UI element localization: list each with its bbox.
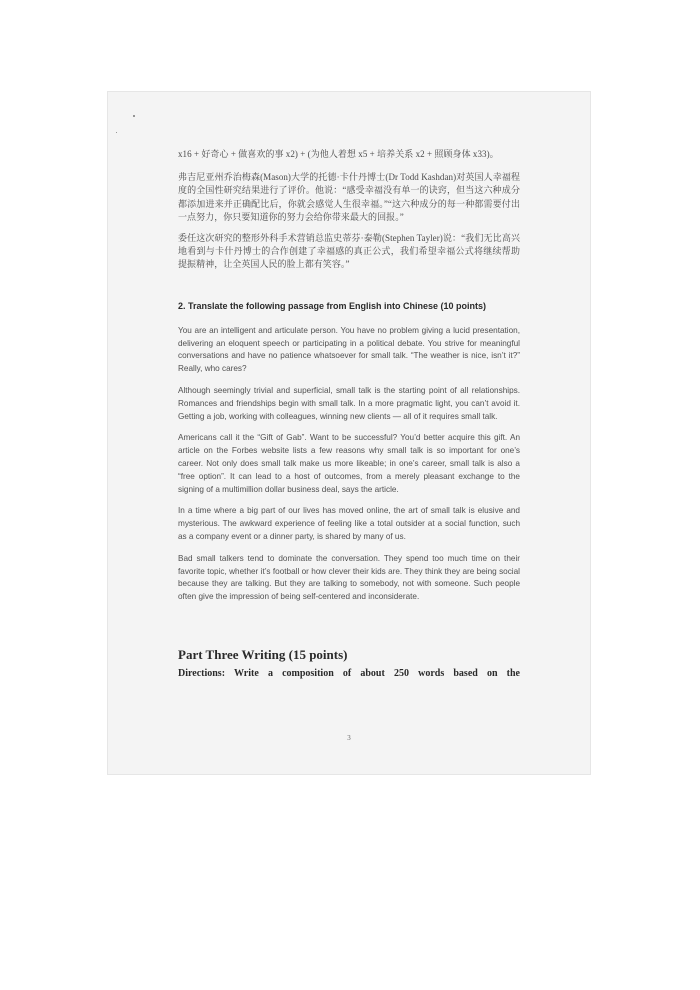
page-content bbox=[178, 148, 520, 680]
cn-paragraph-3: 委任这次研究的整形外科手术营销总监史蒂芬·泰勒(Stephen Tayler)说：“我们无比高兴地看到与卡什丹博士的合作创建了幸福感的真正公式，我们希望幸福公式将继续帮助提振精神，让全英国人民的脸上都有笑容。” bbox=[178, 233, 520, 270]
en-paragraph-4: In a time where a big part of our lives has moved online, the art of small talk is elusive and mysterious. The awkward experience of feeling like a total outsider at a social function, such as a company event or a dinner party, is shared by many of us. bbox=[178, 506, 520, 541]
cn-paragraph-2: 弗吉尼亚州乔治梅森(Mason)大学的托德·卡什丹博士(Dr Todd Kashdan)对英国人幸福程度的全国性研究结果进行了评价。他说：“感受幸福没有单一的诀窍，但当这六种成分都添加进来并正确配比后，你就会感觉人生很幸福。”“这六种成分的每一种都需要付出一点努力，你只要知道你的努力会给你带来最大的回报。” bbox=[178, 172, 520, 222]
en-paragraph-1: You are an intelligent and articulate person. You have no problem giving a lucid presentation, delivering an eloquent speech or participating in a political debate. You strive for meaningful conversations and have no patience whatsoever for small talk. “The weather is nice, isn’t it?” Really, who cares? bbox=[178, 325, 520, 374]
part-three-heading: Part Three Writing (15 points) bbox=[178, 646, 348, 662]
section-2-heading: 2. Translate the following passage from English into Chinese (10 points) bbox=[178, 300, 487, 311]
en-paragraph-3: Americans call it the “Gift of Gab”. Want to be successful? You’d better acquire this gift. An article on the Forbes website lists a few reasons why small talk is so important for one’s career. Not only does small talk make us more likeable; in one’s career, small talk is also a “free option”. It can lead to a host of outcomes, from a merely pleasant exchange to the signing of a multimillion dollar business deal, says the article. bbox=[178, 433, 520, 494]
scanned-page bbox=[108, 92, 590, 774]
scan-speck bbox=[133, 115, 135, 117]
writing-directions: Directions: Write a composition of about 250 words based on the bbox=[178, 668, 520, 680]
scan-speck bbox=[116, 132, 117, 133]
en-paragraph-2: Although seemingly trivial and superficial, small talk is the starting point of all relationships. Romances and friendships begin with small talk. In a more pragmatic light, you can’t avoid it. Getting a job, working with colleagues, winning new clients — all of it requires small talk. bbox=[178, 386, 520, 421]
cn-paragraph-1: x16 + 好奇心 + 做喜欢的事 x2) + (为他人着想 x5 + 培养关系 x2 + 照顾身体 x33)。 bbox=[178, 149, 499, 159]
page-number: 3 bbox=[347, 734, 351, 742]
en-paragraph-5: Bad small talkers tend to dominate the conversation. They spend too much time on their favorite topic, whether it’s football or how clever their kids are. They think they are being social because they are talking. But they are talking to somebody, not with someone. Such people often give the impression of being self-centered and inconsiderate. bbox=[178, 553, 520, 602]
